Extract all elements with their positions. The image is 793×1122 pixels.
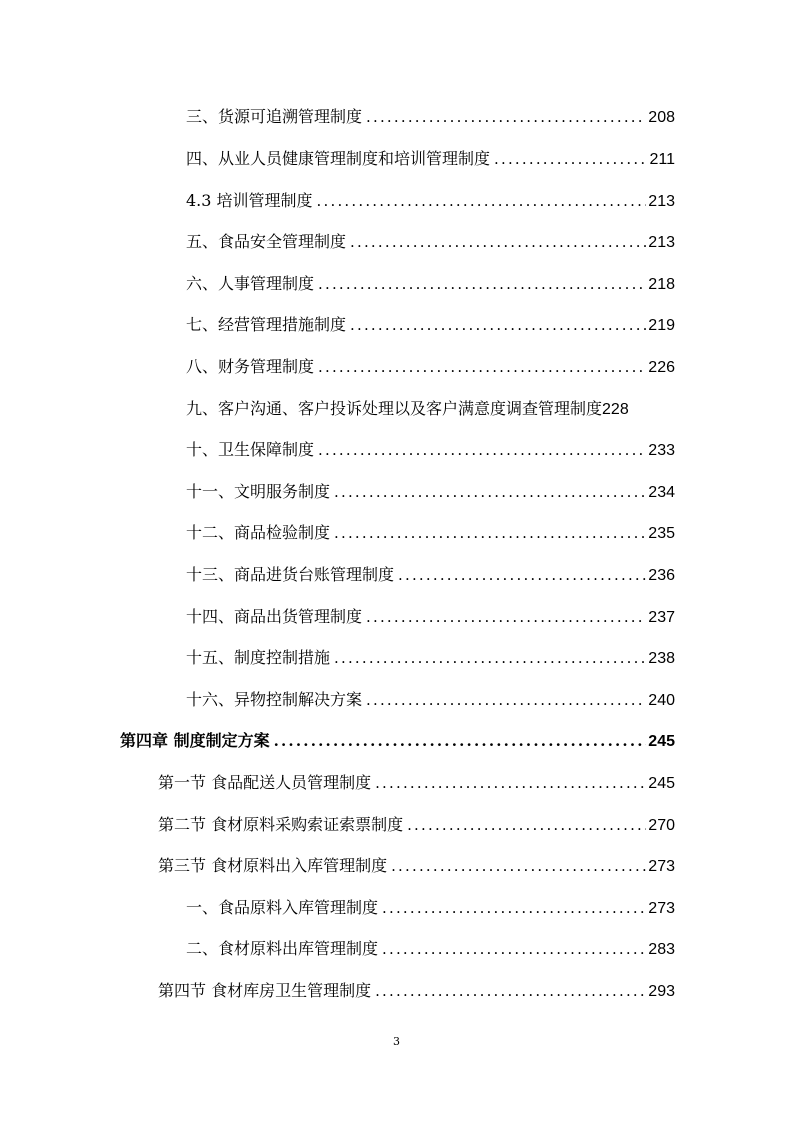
toc-entry-title: 六、人事管理制度: [186, 274, 315, 293]
dot-leader: [350, 229, 646, 255]
toc-entry-page: 270: [648, 817, 675, 834]
toc-entry-title: 第二节 食材原料采购索证索票制度: [158, 815, 404, 834]
toc-entry-page: 213: [648, 193, 675, 210]
dot-leader: [366, 604, 646, 630]
toc-entry[interactable]: [158, 978, 675, 1004]
toc-entry-page: 211: [649, 151, 675, 168]
toc-entry-page: 219: [648, 317, 675, 334]
toc-entry[interactable]: [158, 853, 675, 879]
dot-leader: [350, 312, 646, 338]
toc-entry[interactable]: [186, 188, 675, 214]
toc-entry-page: 273: [648, 900, 675, 917]
toc-entry-page: 218: [648, 276, 675, 293]
toc-entry[interactable]: [186, 645, 675, 671]
toc-entry-title: 十、卫生保障制度: [186, 440, 315, 459]
toc-entry-title: 十三、商品进货台账管理制度: [186, 565, 395, 584]
toc-entry-page: 235: [648, 525, 675, 542]
toc-entry-title: 4.3 培训管理制度: [186, 191, 313, 210]
toc-entry-page: 233: [648, 442, 675, 459]
dot-leader: [366, 104, 646, 130]
dot-leader: [391, 853, 646, 879]
toc-entry-title: 第一节 食品配送人员管理制度: [158, 773, 372, 792]
toc-entry-title: 十二、商品检验制度: [186, 523, 331, 542]
toc-entry-page: 240: [648, 692, 675, 709]
dot-leader: [375, 978, 646, 1004]
toc-entry-page: 283: [648, 941, 675, 958]
page-number: 3: [393, 1035, 400, 1048]
toc-entry-title: 第三节 食材原料出入库管理制度: [158, 856, 388, 875]
toc-entry-page: 226: [648, 359, 675, 376]
toc-entry-page: 245: [648, 733, 675, 750]
toc-entry-page: 208: [648, 109, 675, 126]
toc-entry[interactable]: [186, 396, 706, 422]
toc-entry[interactable]: [186, 520, 675, 546]
dot-leader: [317, 188, 647, 214]
toc-entry-title: 九、客户沟通、客户投诉处理以及客户满意度调查管理制度: [186, 399, 603, 418]
toc-entry-title: 一、食品原料入库管理制度: [186, 898, 379, 917]
toc-entry-page: 236: [648, 567, 675, 584]
dot-leader: [494, 146, 647, 172]
dot-leader: [407, 812, 646, 838]
dot-leader: [334, 520, 646, 546]
dot-leader: [318, 271, 646, 297]
toc-entry[interactable]: [186, 354, 675, 380]
dot-leader: [375, 770, 646, 796]
toc-entry-page: 234: [648, 484, 675, 501]
toc-entry[interactable]: [186, 604, 675, 630]
toc-entry[interactable]: [158, 812, 675, 838]
dot-leader: [366, 687, 646, 713]
toc-entry[interactable]: [186, 229, 675, 255]
toc-entry-title: 十五、制度控制措施: [186, 648, 331, 667]
toc-entry-title: 四、从业人员健康管理制度和培训管理制度: [186, 149, 491, 168]
toc-entry-chapter[interactable]: [120, 728, 675, 754]
toc-entry-title: 八、财务管理制度: [186, 357, 315, 376]
toc-entry[interactable]: [186, 437, 675, 463]
toc-entry[interactable]: [186, 687, 675, 713]
toc-entry[interactable]: [158, 770, 675, 796]
toc-entry-page: 238: [648, 650, 675, 667]
toc-entry-page: 213: [648, 234, 675, 251]
toc-entry[interactable]: [186, 271, 675, 297]
toc-entry-title: 十六、异物控制解决方案: [186, 690, 363, 709]
toc-entry[interactable]: [186, 312, 675, 338]
dot-leader: [382, 895, 646, 921]
toc-entry[interactable]: [186, 104, 675, 130]
toc-entry[interactable]: [186, 479, 675, 505]
toc-entry-page: 293: [648, 983, 675, 1000]
dot-leader: [334, 479, 646, 505]
toc-entry-title: 第四节 食材库房卫生管理制度: [158, 981, 372, 1000]
toc-entry-title: 七、经营管理措施制度: [186, 315, 347, 334]
toc-entry-title: 三、货源可追溯管理制度: [186, 107, 363, 126]
toc-entry-title: 五、食品安全管理制度: [186, 232, 347, 251]
toc-entry[interactable]: [186, 146, 675, 172]
dot-leader: [318, 437, 646, 463]
toc-entry[interactable]: [186, 895, 675, 921]
dot-leader: [382, 936, 646, 962]
dot-leader: [274, 728, 647, 754]
toc-entry-page: 273: [648, 858, 675, 875]
toc-entry-title: 十一、文明服务制度: [186, 482, 331, 501]
toc-entry-page: 228: [602, 401, 629, 418]
toc-entry[interactable]: [186, 562, 675, 588]
dot-leader: [398, 562, 646, 588]
toc-entry-page: 245: [648, 775, 675, 792]
toc-entry-title: 十四、商品出货管理制度: [186, 607, 363, 626]
toc-entry[interactable]: [186, 936, 675, 962]
toc-entry-page: 237: [648, 609, 675, 626]
toc-entry-title: 第四章 制度制定方案: [120, 731, 270, 750]
toc-entry-title: 二、食材原料出库管理制度: [186, 939, 379, 958]
dot-leader: [334, 645, 646, 671]
dot-leader: [318, 354, 646, 380]
